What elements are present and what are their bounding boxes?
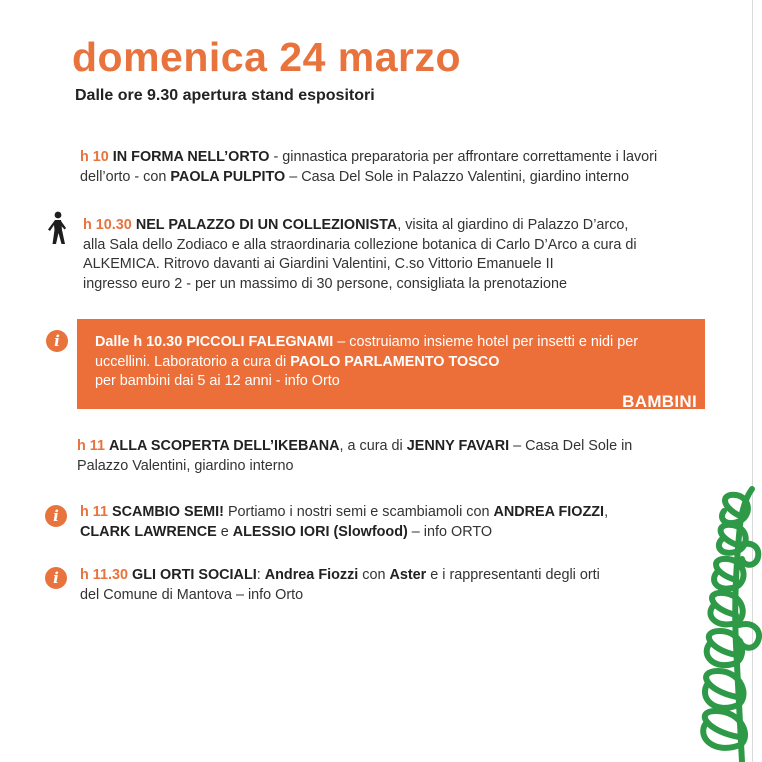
walking-person-icon bbox=[46, 211, 70, 245]
event-line bbox=[77, 437, 632, 457]
event-line: Palazzo Valentini, giardino interno bbox=[77, 457, 294, 474]
event-text: dell’orto - con bbox=[80, 168, 171, 185]
event-text: , visita al giardino di Palazzo D’arco, bbox=[397, 217, 629, 233]
event-text: – costruiamo insieme hotel per insetti e nidi per bbox=[333, 334, 639, 350]
event-text: uccellini. Laboratorio a cura di bbox=[95, 353, 291, 370]
info-icon: i bbox=[46, 330, 68, 352]
event-line bbox=[80, 168, 657, 188]
bambini-tag: BAMBINI bbox=[622, 392, 697, 411]
event-line bbox=[80, 148, 657, 168]
event-line: del Comune di Mantova – info Orto bbox=[80, 586, 304, 603]
event-name: Dalle h 10.30 PICCOLI FALEGNAMI bbox=[95, 334, 334, 350]
event-text: – Casa Del Sole in Palazzo Valentini, giardino interno bbox=[285, 168, 629, 185]
event-time: h 11 bbox=[80, 504, 109, 520]
event-person: PAOLO PARLAMENTO TOSCO bbox=[290, 353, 500, 370]
page-title: domenica 24 marzo bbox=[72, 34, 462, 80]
event-scambio-semi bbox=[80, 503, 608, 542]
event-text: e i rappresentanti degli orti bbox=[426, 567, 600, 583]
event-name: SCAMBIO SEMI! bbox=[112, 504, 224, 520]
event-name: ALLA SCOPERTA DELL’IKEBANA bbox=[109, 438, 340, 454]
box-text bbox=[95, 333, 638, 392]
event-person: PAOLA PULPITO bbox=[170, 168, 286, 185]
event-name: GLI ORTI SOCIALI bbox=[132, 567, 257, 583]
event-time: h 11.30 bbox=[80, 567, 129, 583]
event-in-forma-nell-orto bbox=[80, 148, 657, 187]
event-line: alla Sala dello Zodiaco e alla straordinaria collezione botanica di Carlo D’Arco a cura di bbox=[83, 236, 637, 253]
event-person: Aster bbox=[389, 567, 427, 583]
event-person: ANDREA FIOZZI bbox=[493, 504, 605, 520]
event-person: CLARK LAWRENCE bbox=[80, 523, 217, 540]
info-icon: i bbox=[45, 505, 67, 527]
info-icon: i bbox=[45, 567, 67, 589]
event-line bbox=[95, 353, 638, 373]
event-piccoli-falegnami-box bbox=[77, 319, 705, 409]
page-subtitle: Dalle ore 9.30 apertura stand espositori bbox=[75, 87, 375, 104]
event-text: con bbox=[358, 567, 390, 583]
event-line bbox=[83, 216, 637, 236]
event-line: ingresso euro 2 - per un massimo di 30 persone, consigliata la prenotazione bbox=[83, 275, 567, 292]
event-nel-palazzo-di-un-collezionista bbox=[83, 216, 637, 294]
green-vine-decoration bbox=[660, 485, 762, 762]
event-time: h 10 bbox=[80, 149, 109, 165]
event-person: ALESSIO IORI (Slowfood) bbox=[232, 523, 408, 540]
event-name: NEL PALAZZO DI UN COLLEZIONISTA bbox=[135, 217, 398, 233]
event-line bbox=[95, 333, 638, 353]
event-text: , bbox=[604, 504, 609, 520]
event-line: per bambini dai 5 ai 12 anni - info Orto bbox=[95, 373, 340, 390]
event-text: Portiamo i nostri semi e scambiamoli con bbox=[223, 504, 494, 520]
event-text: – info ORTO bbox=[407, 523, 493, 540]
event-gli-orti-sociali bbox=[80, 566, 600, 605]
event-time: h 10.30 bbox=[83, 217, 132, 233]
event-line bbox=[80, 566, 600, 586]
event-line bbox=[80, 503, 608, 523]
event-text: , a cura di bbox=[339, 438, 407, 454]
event-line bbox=[80, 523, 608, 543]
event-text: - ginnastica preparatoria per affrontare correttamente i lavori bbox=[269, 149, 658, 165]
event-line: ALKEMICA. Ritrovo davanti ai Giardini Valentini, C.so Vittorio Emanuele II bbox=[83, 256, 554, 273]
event-name: IN FORMA NELL’ORTO bbox=[112, 149, 270, 165]
event-text: e bbox=[216, 523, 233, 540]
event-text: – Casa Del Sole in bbox=[509, 438, 633, 454]
event-alla-scoperta-dell-ikebana bbox=[77, 437, 632, 476]
event-person: JENNY FAVARI bbox=[406, 438, 510, 454]
event-text: : bbox=[256, 567, 265, 583]
event-person: Andrea Fiozzi bbox=[264, 567, 359, 583]
event-time: h 11 bbox=[77, 438, 106, 454]
